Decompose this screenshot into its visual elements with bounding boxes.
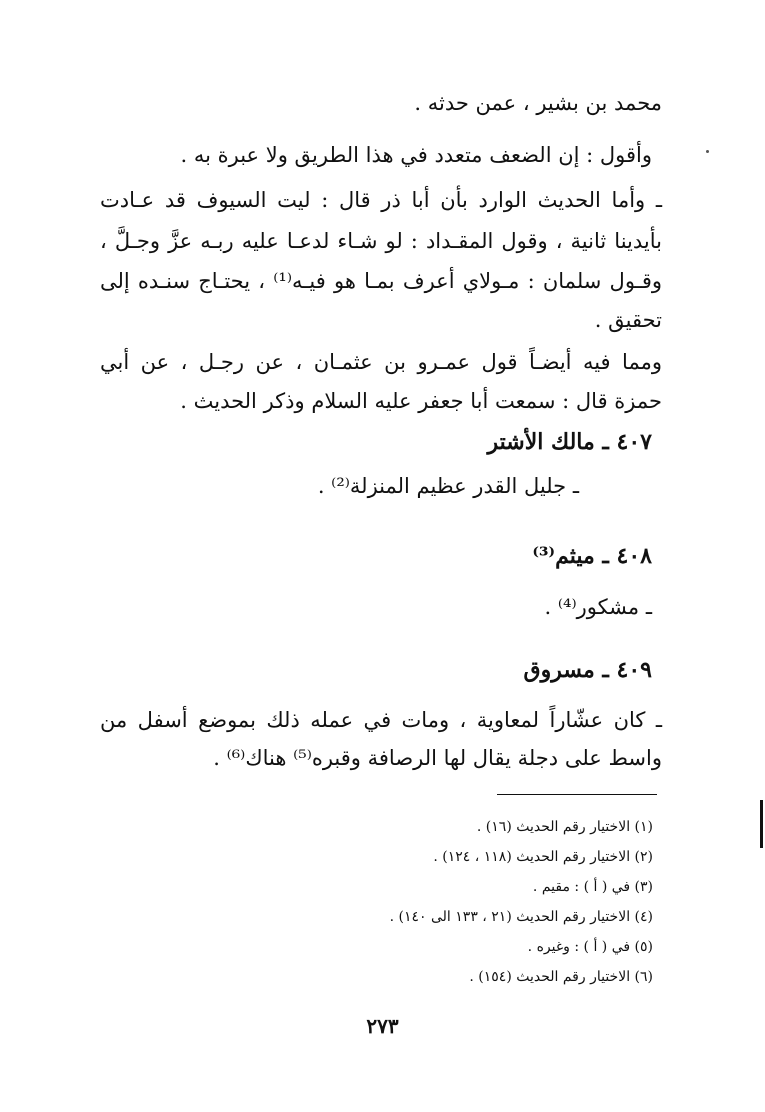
footnote-4: (٤) الاختيار رقم الحديث (٢١ ، ١٣٣ الى ١٤٠) . xyxy=(389,909,653,925)
footnote-3: (٣) في ( أ ) : مقيم . xyxy=(532,879,653,895)
entry-409-text-line-1: ـ كان عشّاراً لمعاوية ، ومات في عمله ذلك بموضع أسفل من xyxy=(100,708,662,732)
entry-407-heading: ٤٠٧ ـ مالك الأشتر xyxy=(487,429,652,455)
scan-speck xyxy=(706,150,709,153)
body-line-6: تحقيق . xyxy=(594,308,662,332)
entry-409-text-line-2: واسط على دجلة يقال لها الرصافة وقبره⁽⁵⁾ هناك⁽⁶⁾ . xyxy=(213,746,662,770)
footnote-separator xyxy=(497,794,657,795)
body-line-2: وأقول : إن الضعف متعدد في هذا الطريق ولا عبرة به . xyxy=(180,143,652,167)
body-line-1: محمد بن بشير ، عمن حدثه . xyxy=(414,91,662,115)
body-line-3: ـ وأما الحديث الوارد بأن أبا ذر قال : ليت السيوف قد عـادت xyxy=(100,188,662,212)
body-line-4: بأيدينا ثانية ، وقول المقـداد : لو شـاء لدعـا عليه ربـه عزَّ وجـلَّ ، xyxy=(100,229,662,253)
footnote-6: (٦) الاختيار رقم الحديث (١٥٤) . xyxy=(469,969,653,985)
body-line-8: حمزة قال : سمعت أبا جعفر عليه السلام وذكر الحديث . xyxy=(180,389,662,413)
entry-408-heading: ٤٠٨ ـ ميثم⁽³⁾ xyxy=(532,543,652,569)
page-number: ٢٧٣ xyxy=(366,1014,399,1038)
margin-mark xyxy=(760,800,763,848)
entry-408-text: ـ مشكور⁽⁴⁾ . xyxy=(544,595,652,619)
entry-409-heading: ٤٠٩ ـ مسروق xyxy=(523,657,652,683)
footnote-2: (٢) الاختيار رقم الحديث (١١٨ ، ١٢٤) . xyxy=(433,849,653,865)
body-line-7: ومما فيه أيضـاً قول عمـرو بن عثمـان ، عن رجـل ، عن أبي xyxy=(100,350,662,374)
footnote-5: (٥) في ( أ ) : وغيره . xyxy=(527,939,653,955)
entry-407-text: ـ جليل القدر عظيم المنزلة⁽²⁾ . xyxy=(317,474,579,498)
footnote-1: (١) الاختيار رقم الحديث (١٦) . xyxy=(476,819,653,835)
body-line-5: وقـول سلمان : مـولاي أعرف بمـا هو فيـه⁽¹⁾ ، يحتـاج سنـده إلى xyxy=(100,269,662,293)
